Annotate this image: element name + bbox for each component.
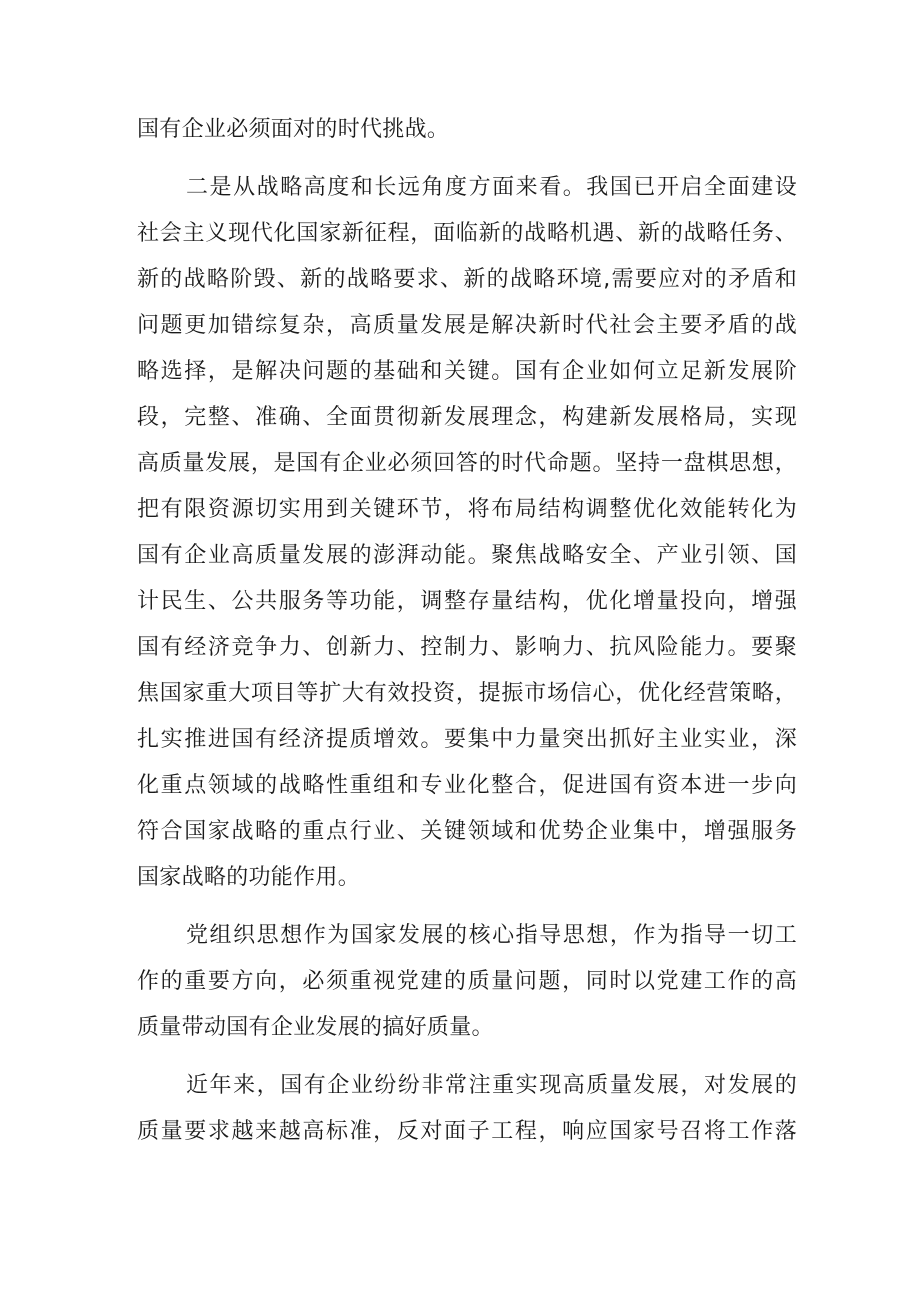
text-line: 扎实推进国有经济提质增效。要集中力量突出抓好主业实业，深: [137, 727, 797, 752]
text-line: 计民生、公共服务等功能，调整存量结构，优化增量投向，增强: [137, 589, 797, 614]
text-line: 作的重要方向，必须重视党建的质量问题，同时以党建工作的高: [137, 969, 797, 994]
paragraph: [137, 1063, 797, 1155]
text-line: 符合国家战略的重点行业、关键领域和优势企业集中，增强服务: [137, 819, 797, 844]
paragraph-spacing: [137, 1051, 797, 1063]
text-line: 质量要求越来越高标准，反对面子工程，响应国家号召将工作落: [137, 1119, 797, 1144]
paragraph: [137, 165, 797, 901]
text-line: 国家战略的功能作用。: [137, 865, 361, 890]
text-line: 化重点领域的战略性重组和专业化整合，促进国有资本进一步向: [137, 773, 797, 798]
text-line: 国有经济竞争力、创新力、控制力、影响力、抗风险能力。要聚: [137, 635, 797, 660]
paragraph-spacing: [137, 153, 797, 165]
text-line: 把有限资源切实用到关键环节，将布局结构调整优化效能转化为: [137, 497, 797, 522]
text-line: 二是从战略高度和长远角度方面来看。我国已开启全面建设: [186, 175, 797, 200]
text-line: 高质量发展，是国有企业必须回答的时代命题。坚持一盘棋思想，: [137, 451, 797, 476]
text-line: 国有企业高质量发展的澎湃动能。聚焦战略安全、产业引领、国: [137, 543, 797, 568]
paragraph: [137, 913, 797, 1051]
paragraph-spacing: [137, 901, 797, 913]
text-line: 近年来，国有企业纷纷非常注重实现高质量发展，对发展的: [186, 1073, 797, 1098]
text-line: 党组织思想作为国家发展的核心指导思想，作为指导一切工: [186, 923, 797, 948]
paragraph: [137, 107, 797, 153]
text-line: 段，完整、准确、全面贯彻新发展理念，构建新发展格局，实现: [137, 405, 797, 430]
text-line: 新的战略阶毁、新的战略要求、新的战略环境,需要应对的矛盾和: [137, 267, 797, 292]
text-line: 问题更加错综复杂，高质量发展是解决新时代社会主要矛盾的战: [137, 313, 797, 338]
text-line: 略选择，是解决问题的基础和关键。国有企业如何立足新发展阶: [137, 359, 797, 384]
body-text: [137, 107, 797, 1155]
text-line: 国有企业必须面对的时代挑战。: [137, 117, 450, 142]
text-line: 社会主义现代化国家新征程，面临新的战略机遇、新的战略任务、: [137, 221, 797, 246]
text-line: 质量带动国有企业发展的搞好质量。: [137, 1015, 494, 1040]
text-line: 焦国家重大项目等扩大有效投资，提振市场信心，优化经营策略，: [137, 681, 797, 706]
